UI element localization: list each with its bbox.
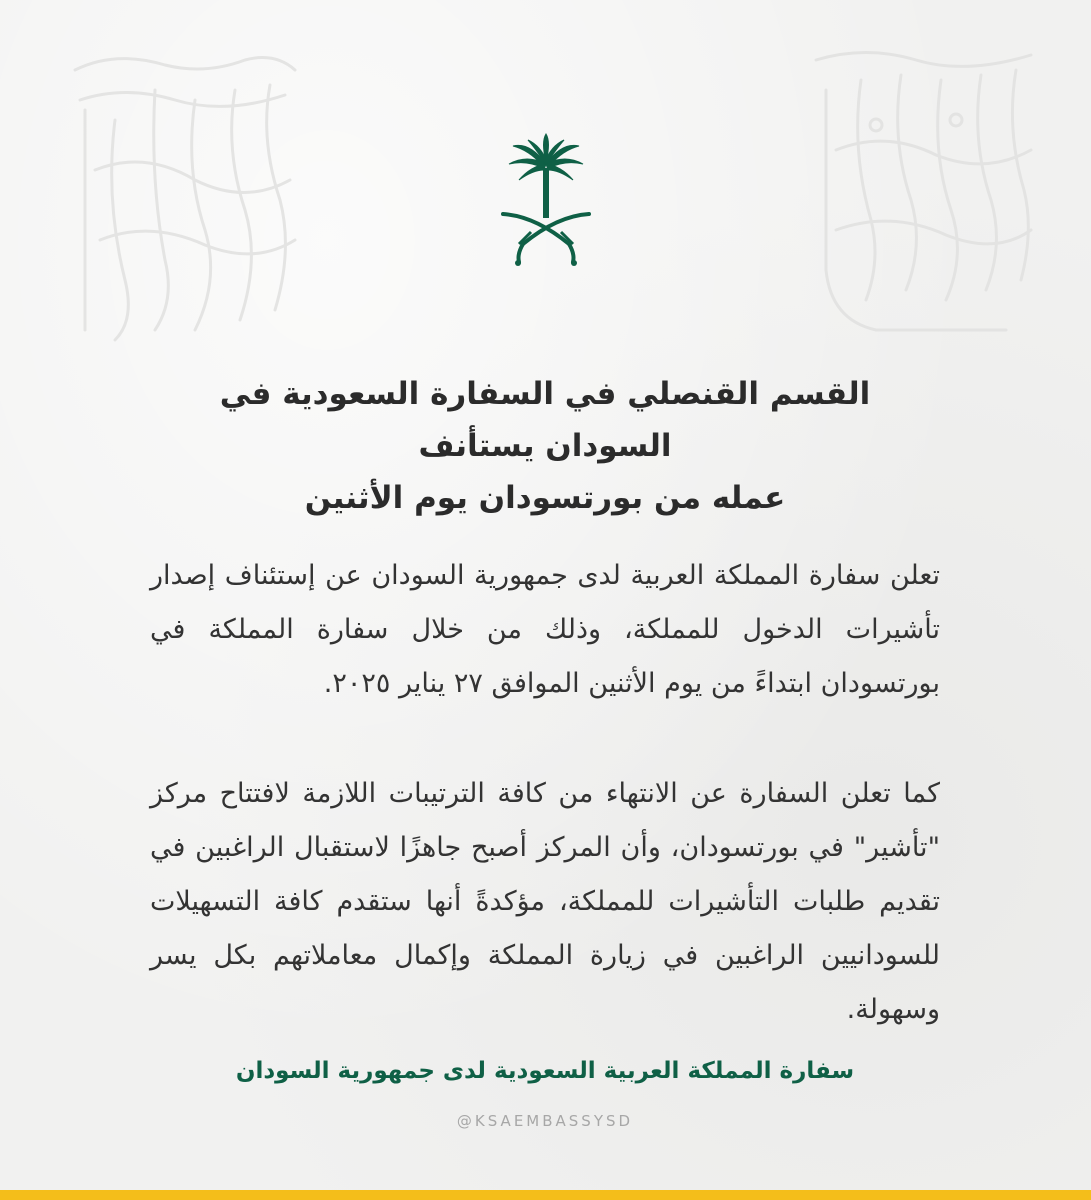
embassy-signature: سفارة المملكة العربية السعودية لدى جمهورية السودان (235, 1058, 855, 1084)
bottom-accent-bar (0, 1190, 1091, 1200)
title-line-1: القسم القنصلي في السفارة السعودية في السودان يستأنف (219, 376, 871, 464)
social-handle: @KSAEMBASSYSD (456, 1112, 634, 1130)
announcement-title (170, 368, 920, 524)
title-line-2: عمله من بورتسودان يوم الأثنين (304, 480, 786, 516)
announcement-paragraph-1: تعلن سفارة المملكة العربية لدى جمهورية السودان عن إستئناف إصدار تأشيرات الدخول للمملكة، وذلك من خلال سفارة المملكة في بورتسودان ابتداءً من يوم الأثنين الموافق ٢٧ يناير ٢٠٢٥. (150, 560, 940, 699)
calligraphy-watermark-right (806, 30, 1041, 350)
announcement-paragraph-2: كما تعلن السفارة عن الانتهاء من كافة الترتيبات اللازمة لافتتاح مركز "تأشير" في بورتسودان، وأن المركز أصبح جاهزًا لاستقبال الراغبين في تقديم طلبات التأشيرات للمملكة، مؤكدةً أنها ستقدم كافة التسهيلات للسودانيين الراغبين في زيارة المملكة وإكمال معاملاتهم بكل يسر وسهولة. (150, 778, 940, 1025)
calligraphy-watermark-left (55, 30, 305, 350)
saudi-palm-swords-emblem-icon (495, 132, 597, 267)
